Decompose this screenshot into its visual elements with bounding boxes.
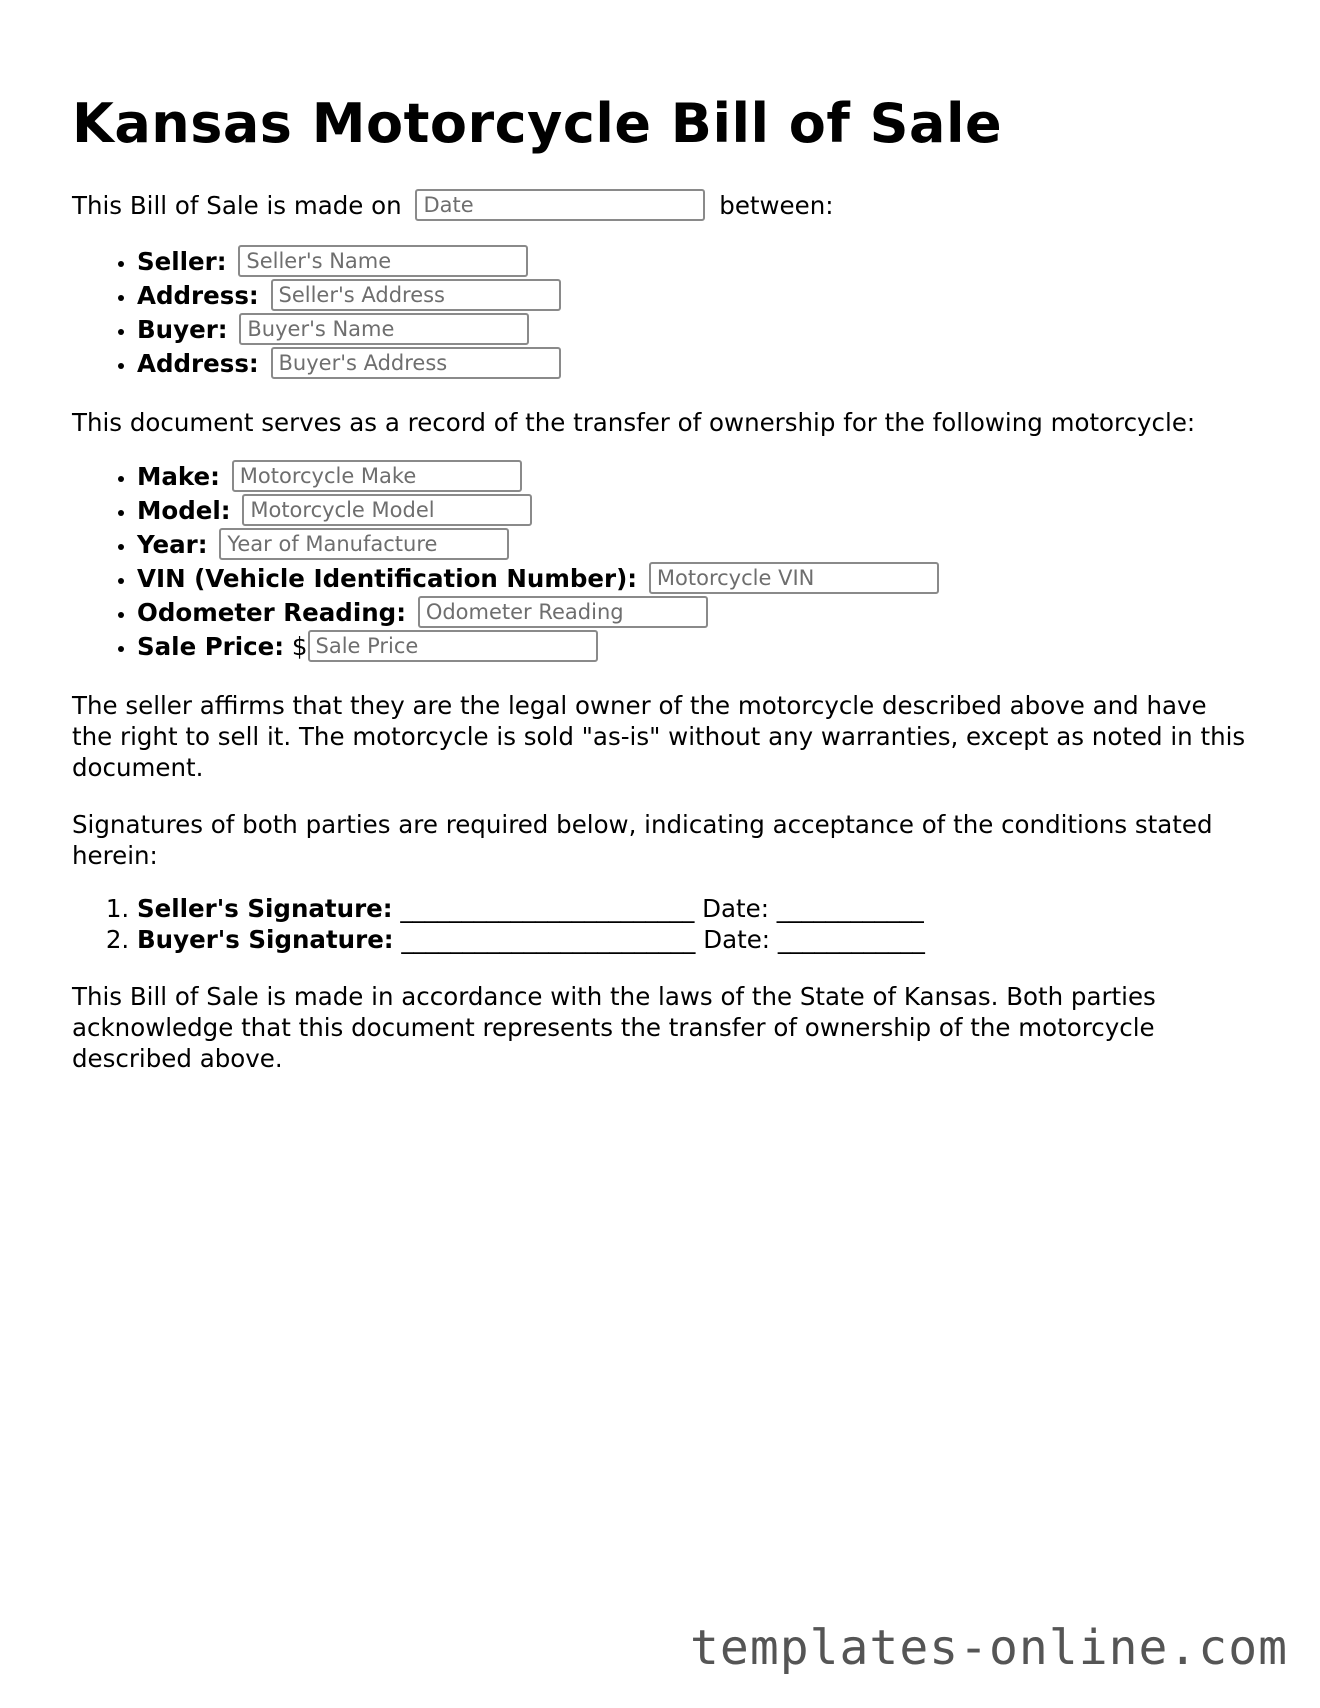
document-page — [72, 0, 1252, 1074]
model-input[interactable] — [242, 494, 532, 526]
intro-paragraph — [72, 190, 1252, 223]
intro-after: between: — [719, 191, 834, 220]
year-input[interactable] — [219, 528, 509, 560]
seller-label: Seller: — [137, 247, 227, 276]
buyer-name-input[interactable] — [239, 313, 529, 345]
buyer-signature-label: Buyer's Signature: — [137, 925, 394, 954]
list-item — [137, 596, 1252, 630]
vin-input[interactable] — [649, 562, 939, 594]
list-item — [137, 279, 1252, 313]
list-item — [137, 528, 1252, 562]
affirmation-paragraph: The seller affirms that they are the legal owner of the motorcycle described above and have the right to sell it. The motorcycle is sold "as-is" without any warranties, except as noted in this document. — [72, 691, 1246, 782]
list-item — [137, 494, 1252, 528]
make-input[interactable] — [232, 460, 522, 492]
buyer-address-label: Address: — [137, 349, 259, 378]
seller-date-label: Date: — [702, 894, 769, 923]
buyer-date-label: Date: — [703, 925, 771, 954]
buyer-address-input[interactable] — [271, 347, 561, 379]
buyer-signature-line[interactable]: ________________________ — [401, 925, 696, 954]
list-item — [137, 924, 1252, 955]
year-label: Year: — [137, 530, 208, 559]
vin-label: VIN (Vehicle Identification Number): — [137, 564, 638, 593]
closing-paragraph: This Bill of Sale is made in accordance with the laws of the State of Kansas. Both parties acknowledge that this document represents the transfer of ownership of the motorcycle described above. — [72, 982, 1156, 1073]
vehicle-list — [72, 460, 1252, 664]
odometer-label: Odometer Reading: — [137, 598, 407, 627]
list-item — [137, 630, 1252, 664]
make-label: Make: — [137, 462, 220, 491]
odometer-input[interactable] — [418, 596, 708, 628]
page-title: Kansas Motorcycle Bill of Sale — [72, 92, 1003, 155]
list-item — [137, 313, 1252, 347]
parties-list — [72, 245, 1252, 381]
model-label: Model: — [137, 496, 231, 525]
currency-symbol: $ — [291, 632, 308, 661]
seller-name-input[interactable] — [238, 245, 528, 277]
signatures-intro-paragraph: Signatures of both parties are required below, indicating acceptance of the conditions stated herein: — [72, 810, 1213, 870]
seller-date-line[interactable]: ____________ — [776, 894, 924, 923]
sale-price-input[interactable] — [308, 630, 598, 662]
record-paragraph: This document serves as a record of the transfer of ownership for the following motorcycle: — [72, 408, 1196, 437]
seller-signature-line[interactable]: ________________________ — [400, 894, 695, 923]
sale-price-label: Sale Price: — [137, 632, 285, 661]
signatures-list — [72, 893, 1252, 955]
list-item — [137, 460, 1252, 494]
watermark: templates-online.com — [690, 1620, 1288, 1676]
list-item — [137, 562, 1252, 596]
buyer-date-line[interactable]: ____________ — [777, 925, 925, 954]
list-item — [137, 347, 1252, 381]
buyer-label: Buyer: — [137, 315, 228, 344]
list-item — [137, 893, 1252, 924]
intro-before: This Bill of Sale is made on — [72, 191, 402, 220]
seller-signature-label: Seller's Signature: — [137, 894, 393, 923]
seller-address-label: Address: — [137, 281, 259, 310]
sale-date-input[interactable] — [415, 189, 705, 221]
seller-address-input[interactable] — [271, 279, 561, 311]
list-item — [137, 245, 1252, 279]
